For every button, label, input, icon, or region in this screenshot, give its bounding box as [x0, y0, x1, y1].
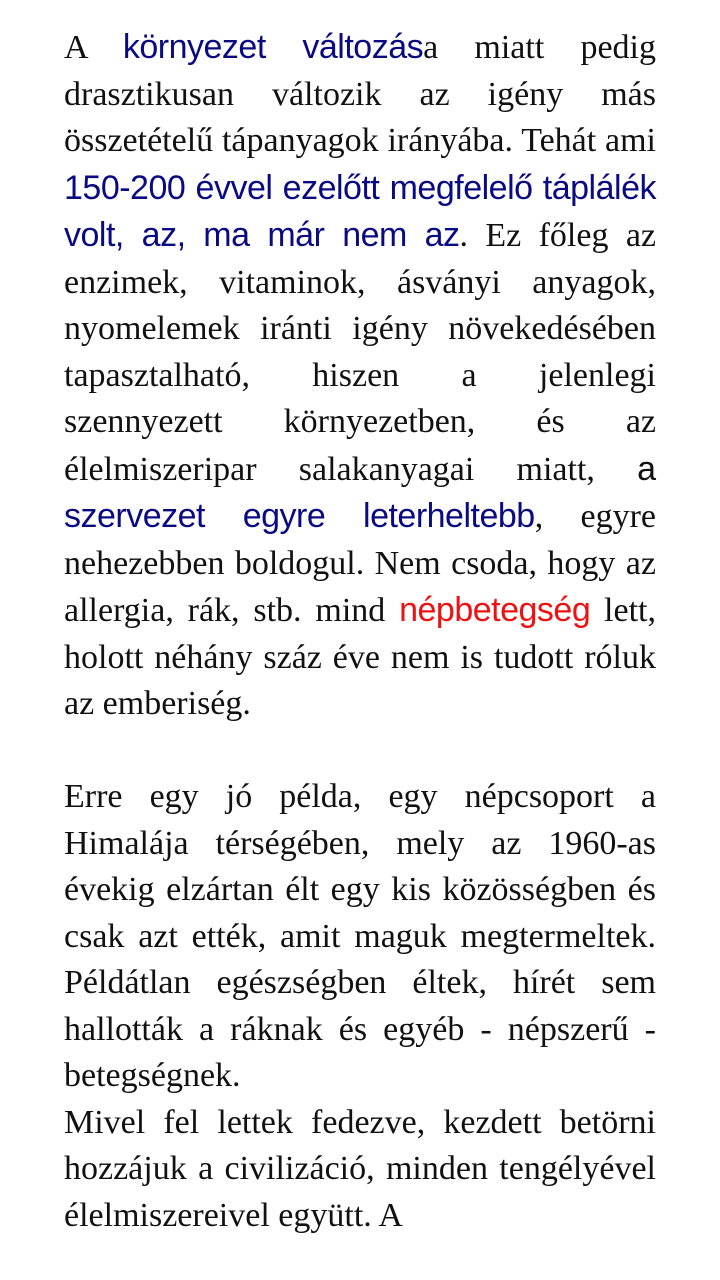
text-run: . Ez főleg az enzimek, vitaminok, ásványi anyagok, nyomelemek iránti igény növekedésében tapasztalható, hiszen a jelenlegi szennyezett környezetben, és az élelmiszeripar salakanyagai miatt, — [64, 217, 657, 488]
text-run: , egyre nehezebben boldogul. Nem csoda, hogy az allergia, rák, stb. mind — [64, 498, 656, 629]
paragraph-civilization: Mivel fel lettek fedezve, kezdett betörni hozzájuk a civilizáció, minden tengélyével élelmiszereivel együtt. A — [64, 1103, 656, 1234]
highlight-body-burdened: szervezet egyre leterheltebb — [64, 497, 535, 535]
highlight-epidemic: népbetegség — [399, 591, 591, 629]
text-run: A — [64, 29, 123, 66]
text-run: lett, holott néhány száz éve nem is tudott róluk az emberiség. — [64, 592, 656, 722]
highlight-food-then-now: 150-200 évvel ezelőtt megfelelő táplálék volt, az, ma már nem az — [64, 168, 656, 254]
highlight-environment-change: környezet változás — [122, 28, 424, 66]
paragraph-environment — [64, 24, 656, 728]
paragraph-himalaya: Erre egy jó példa, egy népcsoport a Himalája térségében, mely az 1960-as évekig elzártan élt egy kis közösségben és csak azt ették, amit maguk megtermeltek. Példátlan egészségben éltek, hírét sem hallották a ráknak és egyéb - népszerű - betegségnek. — [64, 778, 656, 1094]
text-run: a miatt pedig drasztikusan változik az igény más összetételű tápanyagok irányába. Tehát ami — [64, 29, 656, 159]
highlight-article-a: a — [637, 449, 656, 488]
paragraph-spacer — [64, 728, 656, 775]
article-body — [64, 24, 656, 1239]
